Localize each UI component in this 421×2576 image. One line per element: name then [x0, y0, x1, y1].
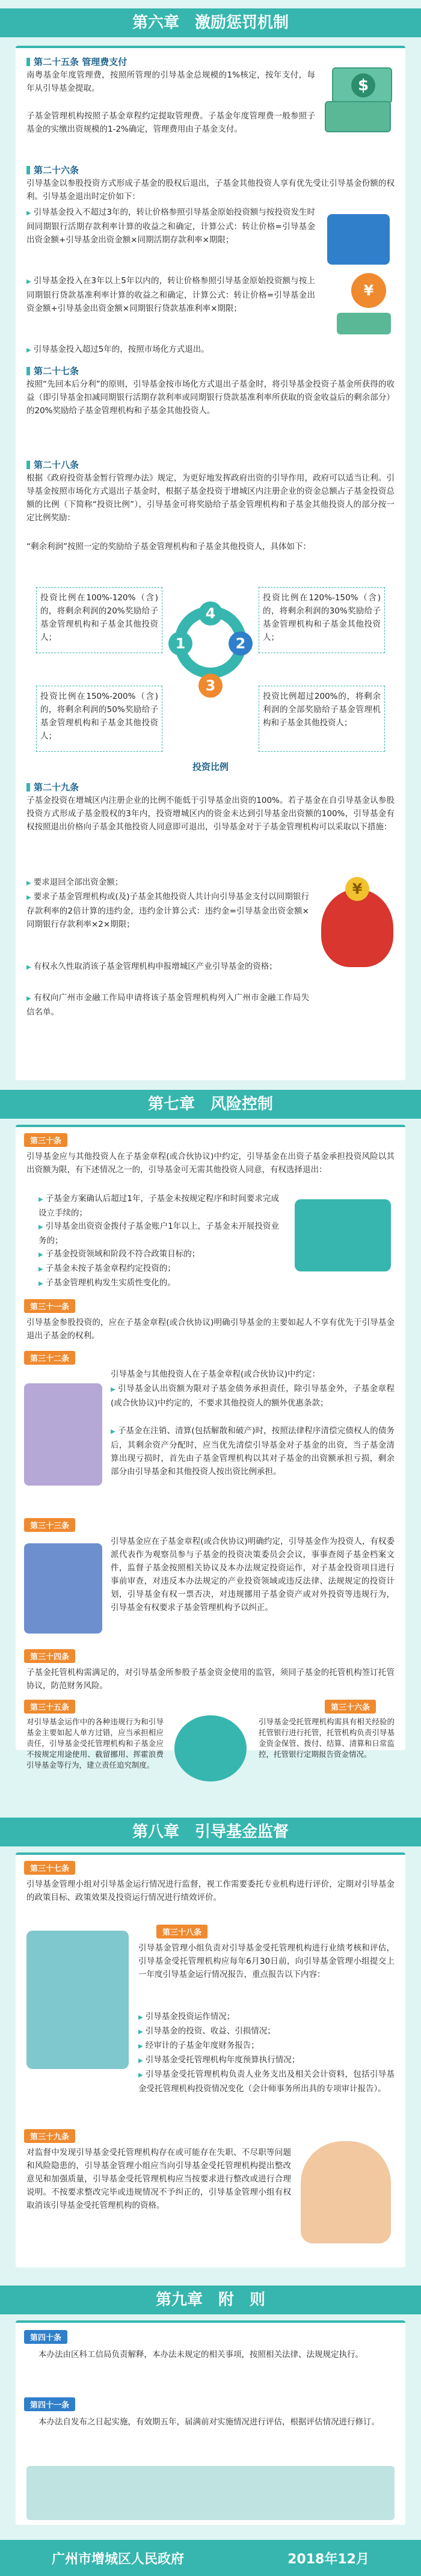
- article30-bullet3: ▶ 子基金投资领域和阶段不符合政策目标的；: [38, 1247, 279, 1262]
- article33-text: 引导基金应在子基金章程(或合伙协议)明确约定，引导基金作为投资人，有权委派代表作为观察员参与子基金的投资决策委员会会议，事事查阅子基金档案文件，监督子基金按照相关协议及本办法规定投资运作，对子基金投资项目进行事前审查，对违反本办法规定的产业投资领域或违反法律、法规规定的投资计划，引导基金有权一票否决，对违规挪用子基金资产或对外投资等违规行为，引导基金有权要求子基金管理机构予以纠正。: [111, 1537, 395, 1612]
- article39-tag: 第三十九条: [24, 2129, 75, 2143]
- article32-bullet2: ▶ 子基金在注销、清算(包括解散和破产)时，按照法律程序清偿完债权人的债务后，其剩余资产分配时，应当优先清偿引导基金对子基金的出资，当子基金清算出现亏损时，首先由子基金管理机构以其对子基金的出资额承担亏损，剩余部分由引导基金和其他投资人按出资比例承担。: [111, 1424, 395, 1478]
- calculator-icon: [327, 214, 390, 265]
- article25-title: 第二十五条 管理费支付: [26, 55, 127, 68]
- article31-tag: 第三十一条: [24, 1299, 75, 1313]
- article27-text: 按照“先回本后分利”的原则，引导基金按市场化方式退出子基金时，将引导基金投资子基金所获得的收益（即引导基金扣减同期银行活期存款利率或同期银行贷款基准利率所获取的资金收益后的剩余部分）的20%奖励给子基金管理机构和子基金其他投资人。: [26, 380, 395, 416]
- article37-text: 引导基金管理小组对引导基金运行情况进行监督，视工作需要委托专业机构进行评价，定期对引导基金的政策目标、政策效果及投资运行情况进行绩效评价。: [26, 1880, 395, 1902]
- article33-tag: 第三十三条: [24, 1518, 75, 1532]
- stop-hand-icon: [301, 2141, 391, 2243]
- article41-tag: 第四十一条: [24, 2397, 75, 2411]
- article29-title: 第二十九条: [26, 781, 79, 793]
- article32-bullet1: ▶ 引导基金认出资额为限对子基金债务承担责任，除引导基金外，子基金章程(或合伙协议)中约定的，不要求其他投资人的额外优惠条款；: [111, 1382, 395, 1410]
- footer-date: 2018年12月: [287, 2551, 369, 2567]
- article29-bullet2: ▶ 要求子基金管理机构或(及)子基金其他投资人共计向引导基金支付以同期银行存款利率的2倍计算的违约金，违约金计算公式：违约金=引导基金出资金额×同期银行存款利率×2×期限；: [26, 890, 309, 931]
- chapter8-title: 第八章 引导基金监督: [0, 1818, 421, 1846]
- chapter7-title: 第七章 风险控制: [0, 1090, 421, 1119]
- article26-text1: 引导基金以参股投资方式形成子基金的股权后退出，子基金其他投资人享有优先受让引导基金份额的权利。引导基金退出时定价如下：: [26, 179, 395, 201]
- chapter9-title: 第九章 附 则: [0, 2286, 421, 2314]
- article27-title: 第二十七条: [26, 364, 79, 377]
- article34-tag: 第三十四条: [24, 1649, 75, 1663]
- article29-bullet1: ▶ 要求退回全部出资金额；: [26, 876, 309, 890]
- article39-text: 对监督中发现引导基金受托管理机构存在或可能存在失职、不尽职等问题和风险隐患的，引导基金管理小组应当向引导基金受托管理机构提出整改意见和加强质量，引导基金受托管理机构应当按要求进行整改或进行合理说明。不按要求整改完毕或违规情况不予纠正的，引导基金管理小组有权取消该引导基金受托管理机构的资格。: [26, 2148, 291, 2210]
- building-icon: [295, 1199, 391, 1271]
- city-skyline-illustration: [26, 2466, 395, 2520]
- article25-text1: 南粤基金年度管理费，按照所管理的引导基金总规模的1%核定，按年支付，每年从引导基金提取。: [26, 70, 315, 93]
- case2-number: 2: [229, 632, 253, 656]
- case4-text: 投资比例超过200%的，将剩余利润的全部奖励给子基金管理机构和子基金其他投资人；: [259, 686, 385, 752]
- article29-bullet3: ▶ 有权永久性取消该子基金管理机构申报增城区产业引导基金的资格；: [26, 960, 309, 974]
- article36-tag: 第三十六条: [325, 1700, 376, 1714]
- article40-text: 本办法由区科工信局负责解释，本办法未规定的相关事项，按照相关法律、法规规定执行。: [38, 2350, 363, 2359]
- case1-text: 投资比例在100%-120%（含)的，将剩余利润的20%奖励给子基金管理机构和子基金其他投资人；: [36, 587, 162, 653]
- article32-text: 引导基金与其他投资人在子基金章程(或合伙协议)中约定：: [111, 1369, 321, 1379]
- article30-tag: 第三十条: [24, 1133, 67, 1147]
- banknote-stack-icon: [325, 101, 391, 132]
- article38-tag: 第三十八条: [156, 1925, 207, 1938]
- footer-org: 广州市增城区人民政府: [52, 2551, 185, 2567]
- article32-tag: 第三十二条: [24, 1351, 75, 1365]
- gold-coin-icon: ¥: [345, 877, 369, 901]
- article30-bullet5: ▶ 子基金管理机构发生实质性变化的。: [38, 1276, 279, 1291]
- article26-text2: ▶ 引导基金投入不超过3年的，转让价格参照引导基金原始投资额与按投资发生时间同期银行活期存款利率计算的收益之和确定，计算公式：转让价格=引导基金出资金额+引导基金出资金额×同期活期存款利率×期限；: [26, 206, 315, 247]
- article38-bullet3: ▶ 经审计的子基金年度财务报告；: [138, 2039, 395, 2053]
- article25-text2: 子基金管理机构按照子基金章程约定提取管理费。子基金年度管理费一般参照子基金的实缴出资规模的1-2%确定，管理费用由子基金支付。: [26, 111, 315, 134]
- article28-text2: “剩余利润”按照一定的奖励给子基金管理机构和子基金其他投资人，具体如下：: [26, 542, 311, 552]
- article36-text: 引导基金受托管理机构需具有相关经验的托管银行进行托管，托管机构负责引导基金资金保管、拨付、结算、清算和日常监控，托管银行定期报告资金情况。: [259, 1717, 395, 1759]
- cash-stack-icon: [24, 1383, 102, 1486]
- article41-text: 本办法自发布之日起实施，有效期五年，届满前对实施情况进行评估，根据评估情况进行修订。: [38, 2417, 380, 2427]
- chapter6-title: 第六章 激励惩罚机制: [0, 8, 421, 37]
- article38-bullet4: ▶ 引导基金受托管理机构年度预算执行情况；: [138, 2053, 395, 2068]
- case4-number: 4: [198, 601, 223, 626]
- article28-text1: 根据《政府投资基金暂行管理办法》规定，为更好地发挥政府出资的引导作用，政府可以适当让利。引导基金按照市场化方式退出子基金时，根据子基金投资于增城区内注册企业的资金总额占子基金投资总额的比例（下简称“投资比例”），引导基金可将奖励给子基金管理机构和子基金其他投资人的部分按一定比例奖励：: [26, 473, 395, 523]
- article30-bullet1: ▶ 子基金方案确认后超过1年，子基金未按规定程序和时间要求完成设立手续的；: [38, 1192, 279, 1220]
- article26-text3: ▶ 引导基金投入在3年以上5年以内的，转让价格参照引导基金原始投资额与按上同期银行贷款基准利率计算的收益之和确定，计算公式：转让价格=引导基金出资金额+引导基金出资金额×同期银行贷款基准利率×期限；: [26, 274, 315, 315]
- article30-text: 引导基金应与其他投资人在子基金章程(或合伙协议)中约定，引导基金在出资子基金承担投资风险以其出资额为限，有下述情况之一的，引导基金可无需其他投资人同意，有权选择退出：: [26, 1152, 395, 1175]
- case-caption: 投资比例: [192, 761, 229, 772]
- article38-text: 引导基金管理小组负责对引导基金受托管理机构进行业绩考核和评估，引导基金受托管理机构应每年6月30日前，向引导基金管理小组提交上一年度引导基金运行情况报告，重点报告以下内容：: [138, 1943, 395, 1979]
- article30-bullet2: ▶ 引导基金出资资金拨付子基金账户1年以上，子基金未开展投资业务的；: [38, 1220, 279, 1247]
- article29-bullet4: ▶ 有权向广州市金融工作局申请将该子基金管理机构列入广州市金融工作局失信名单。: [26, 991, 309, 1019]
- article30-bullet4: ▶ 子基金未按子基金章程约定投资的；: [38, 1262, 279, 1276]
- article31-text: 引导基金参股投资的，应在子基金章程(或合伙协议)明确引导基金的主要如起人不享有优先于引导基金退出子基金的权利。: [26, 1318, 395, 1341]
- article35-tag: 第三十五条: [24, 1700, 75, 1714]
- cash-icon: [337, 313, 391, 334]
- magnifier-icon: [24, 1543, 102, 1634]
- article38-bullet2: ▶ 引导基金的投资、收益、引损情况；: [138, 2024, 395, 2039]
- article26-title: 第二十六条: [26, 164, 79, 176]
- dollar-icon: $: [351, 73, 375, 97]
- puzzle-icon: [174, 1715, 247, 1781]
- article38-bullet1: ▶ 引导基金投资运作情况；: [138, 2010, 395, 2024]
- article37-tag: 第三十七条: [24, 1861, 75, 1875]
- article26-text4: ▶ 引导基金投入超过5年的，按照市场化方式退出。: [26, 343, 395, 357]
- case3-number: 3: [198, 674, 223, 698]
- footer: [0, 2540, 421, 2576]
- case1-number: 1: [168, 632, 192, 656]
- article29-text: 子基金投资在增城区内注册企业的比例不能低于引导基金出资的100%。若子基金在自引导基金认参股投资方式形成子基金股权的3年内，投资增城区内的资金未达到引导基金出资额的100%，引导基金有权按照退出价格向子基金其他投资人同意即可退出，引导基金对于子基金管理机构可以采取以下措施：: [26, 796, 395, 832]
- card-terminal-icon: [26, 1931, 129, 2069]
- article38-bullet5: ▶ 引导基金受托管理机构负责人业务支出及相关会计资料，包括引导基金受托管理机构投资情况变化（会计师事务所出具的专项审计报告）。: [138, 2068, 395, 2095]
- case3-text: 投资比例在150%-200%（含)的，将剩余利润的50%奖励给子基金管理机构和子基金其他投资人；: [36, 686, 162, 752]
- coin-icon: ¥: [351, 273, 386, 308]
- article35-text: 对引导基金运作中的各种违规行为和引导基金主要如起人单方过错，应当承担相应责任，引导基金受托管理机构和子基金应不按规定用途使用、截留挪用、挥霍浪费引导基金等行为，建立责任追究制度。: [26, 1717, 164, 1769]
- article28-title: 第二十八条: [26, 458, 79, 471]
- article40-tag: 第四十条: [24, 2330, 67, 2344]
- article34-text: 子基金托管机构需满足的，对引导基金所参股子基金资金使用的监管，须同子基金的托管机构签订托管协议，防范财务风险。: [26, 1668, 395, 1691]
- case2-text: 投资比例在120%-150%（含)的，将剩余利润的30%奖励给子基金管理机构和子基金其他投资人；: [259, 587, 385, 653]
